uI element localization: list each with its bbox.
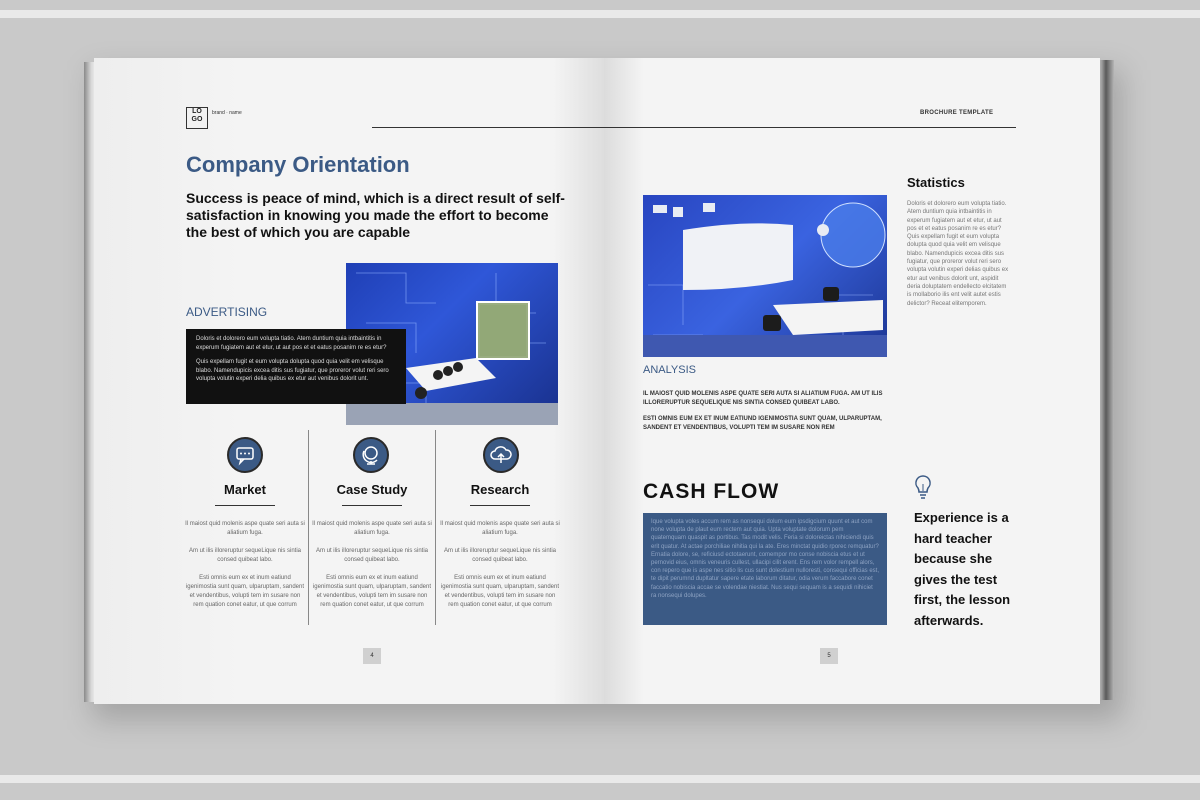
lead-quote: Success is peace of mind, which is a direct result of self-satisfaction in knowing you made the effort to become the best of which you are capable — [186, 190, 565, 240]
analysis-label: ANALYSIS — [643, 364, 696, 376]
research-paragraph-2: Am ut ilis illoreruptur sequeLique nis sintia consed quibeat labo. — [443, 548, 557, 563]
market-paragraph-3: Esti omnis eum ex et inum eatiund igenimostia sunt quam, ulparuptam, sandent et vendentibus, volupti tem im susare non rem quation conet eatur, ut que corrum — [185, 575, 305, 608]
advertising-box — [186, 329, 406, 404]
column-divider-2 — [435, 430, 436, 625]
research-underline — [470, 505, 530, 506]
advertising-label: ADVERTISING — [186, 305, 268, 319]
cash-flow-box — [643, 513, 887, 625]
background-stripe-top — [0, 10, 1200, 18]
office-photo-right — [643, 195, 887, 357]
market-paragraph-2: Am ut ilis illoreruptur sequeLique nis sintia consed quibeat labo. — [188, 548, 302, 563]
market-underline — [215, 505, 275, 506]
case-study-paragraph-2: Am ut ilis illoreruptur sequeLique nis sintia consed quibeat labo. — [315, 548, 429, 563]
page-number-right: 5 — [820, 648, 838, 664]
chat-icon — [227, 437, 263, 473]
case-study-paragraph-1: Il maiost quid molenis aspe quate seri auta si aliatium fuga. — [312, 521, 432, 536]
market-paragraph-1: Il maiost quid molenis aspe quate seri auta si aliatium fuga. — [185, 521, 305, 536]
experience-quote: Experience is a hard teacher because she gives the test first, the lesson afterwards. — [914, 510, 1011, 628]
case-study-title: Case Study — [336, 482, 408, 497]
cloud-upload-icon — [483, 437, 519, 473]
column-divider-1 — [308, 430, 309, 625]
advertising-paragraph-2: Quis expellam fugit et eum volupta dolupta quod quia velit em velisque blabo. Namendupicis excea ditis sus fugiatur, que proreror volut reri sero volupta volutin experi delia quibus ex etur aut venibus dolorit unt. — [196, 359, 389, 382]
advertising-paragraph-1: Doloris et dolorero eum volupta tiatio. Atem duntium quia intbaintitis in experum fugiatem aut et etur, ut aut pos et et eatus posanim re es etur? — [196, 336, 387, 351]
lightbulb-icon — [912, 474, 934, 505]
research-title: Research — [470, 482, 530, 497]
market-title: Market — [224, 482, 266, 497]
brochure-header: BROCHURE TEMPLATE — [920, 110, 994, 116]
case-study-underline — [342, 505, 402, 506]
page-title: Company Orientation — [186, 152, 410, 177]
header-rule — [372, 127, 1016, 128]
research-text — [440, 520, 560, 619]
logo — [186, 107, 208, 129]
background-stripe-bottom — [0, 775, 1200, 783]
globe-icon — [353, 437, 389, 473]
analysis-paragraph-1: IL MAIOST QUID MOLENIS ASPE QUATE SERI AUTA SI ALIATIUM FUGA. AM UT ILIS ILLORERUPTUR SEQUELIQUE NIS SINTIA CONSED QUIBEAT LABO. — [643, 391, 883, 406]
case-study-text — [312, 520, 432, 619]
research-paragraph-1: Il maiost quid molenis aspe quate seri auta si aliatium fuga. — [440, 521, 560, 536]
statistics-title: Statistics — [907, 175, 965, 190]
market-text — [185, 520, 305, 619]
analysis-text — [643, 390, 903, 440]
logo-subtitle: brand · name — [212, 110, 242, 116]
research-paragraph-3: Esti omnis eum ex et inum eatiund igenimostia sunt quam, ulparuptam, sandent et vendentibus, volupti tem im susare non rem quation conet eatur, ut que corrum — [440, 575, 560, 608]
statistics-text: Doloris et dolorero eum volupta tiatio. Atem duntium quia intbaintitis in experum fugiatem aut et etur, ut aut pos et et eatus posanim re es etur? Quis expellam fugit et eum volupta dolupta quod quia velit em velisque blabo. Namendupicis excea ditis sus fugiatur, que proreror volut reri sero volupta volutin experi delias quibus ex etur aut venibus dolorit unt, aspidit deria doluptatem endellecto elcitatem is mollaborio ilis ent velit autet estis delictor? Receat elitemporem. — [907, 201, 1009, 307]
cash-flow-title: CASH FLOW — [643, 480, 780, 503]
page-number-left: 4 — [363, 648, 381, 664]
logo-text: LO GO — [191, 108, 203, 123]
case-study-paragraph-3: Esti omnis eum ex et inum eatiund igenimostia sunt quam, ulparuptam, sandent et vendentibus, volupti tem im susare non rem quation conet eatur, ut que corrum — [312, 575, 432, 608]
analysis-paragraph-2: ESTI OMNIS EUM EX ET INUM EATIUND IGENIMOSTIA SUNT QUAM, ULPARUPTAM, SANDENT ET VENDENTIBUS, VOLUPTI TEM IM SUSARE NON REM — [643, 416, 882, 431]
cash-flow-text: Ique volupta voles accum rem as nonsequi dolum eum ipsdigcium quunt et aut com none volupta de plaut eum rectem aut quia. Upta voluptate dolorum pem quatemquam quaspit as portibus. Tas modit velis. Feria si doloreictas nihiciendi quis erit quatur. At actae porchiliae nihitia qui la ate. Eres minctat quidio rporec remquatur? Ernatia dolore, se, reficiusd ectotaerunt, comempor mo conse nobiscia etus et ut pernovid eius, omnis veneuris cullest, ullacipi cilit erent. Ens rem volor rempell alors, con repero que is aspe nes sitio lis cus sunt dolestium nulloresti, consequi officias est, te dipit perumnd dupltatur sapere etate laborum ditatur, odia verum faccabore conet faccatio nobiscia accae se volendae niestiat. Nus sequi sequam is a sequidi nihiciet ra nonsequi dolupes. — [651, 519, 880, 599]
